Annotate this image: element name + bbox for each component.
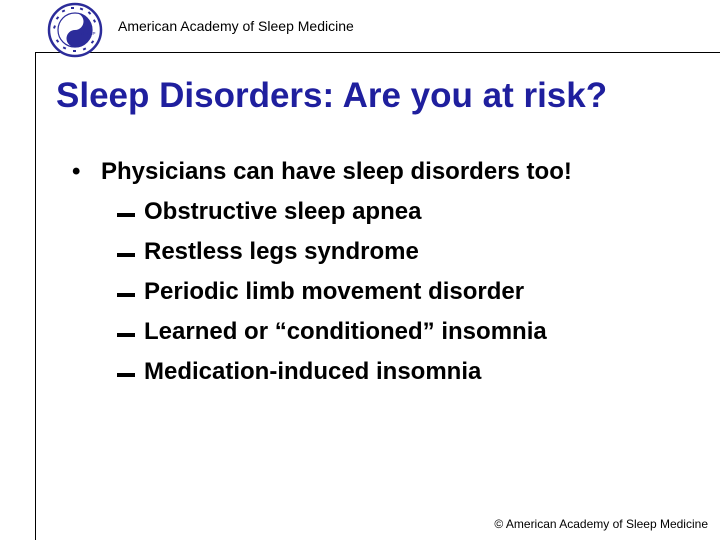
sub-bullet-list (72, 192, 712, 392)
dash-marker (117, 333, 135, 337)
svg-text:SLEEP: SLEEP (81, 31, 96, 36)
left-margin-rule (35, 52, 36, 540)
copyright-footer: © American Academy of Sleep Medicine (494, 517, 708, 531)
dash-marker (117, 373, 135, 377)
sub-bullet-text: Medication-induced insomnia (144, 358, 482, 385)
sub-bullet-item (72, 272, 712, 312)
slide-title: Sleep Disorders: Are you at risk? (56, 76, 608, 115)
sub-bullet-item (72, 192, 712, 232)
aasm-seal-icon (47, 2, 103, 58)
dash-marker (117, 293, 135, 297)
sub-bullet-text: Obstructive sleep apnea (144, 198, 422, 225)
dash-marker (117, 253, 135, 257)
dash-marker (117, 213, 135, 217)
sub-bullet-text: Learned or “conditioned” insomnia (144, 318, 547, 345)
main-bullet-text: Physicians can have sleep disorders too! (101, 158, 572, 185)
slide-content (72, 152, 712, 392)
bullet-marker: • (72, 158, 81, 185)
sub-bullet-item (72, 352, 712, 392)
main-bullet (72, 152, 712, 192)
sub-bullet-text: Periodic limb movement disorder (144, 278, 525, 305)
sub-bullet-text: Restless legs syndrome (144, 238, 419, 265)
sub-bullet-item (72, 312, 712, 352)
header-divider (35, 52, 720, 53)
organization-name: American Academy of Sleep Medicine (118, 18, 354, 34)
sub-bullet-item (72, 232, 712, 272)
